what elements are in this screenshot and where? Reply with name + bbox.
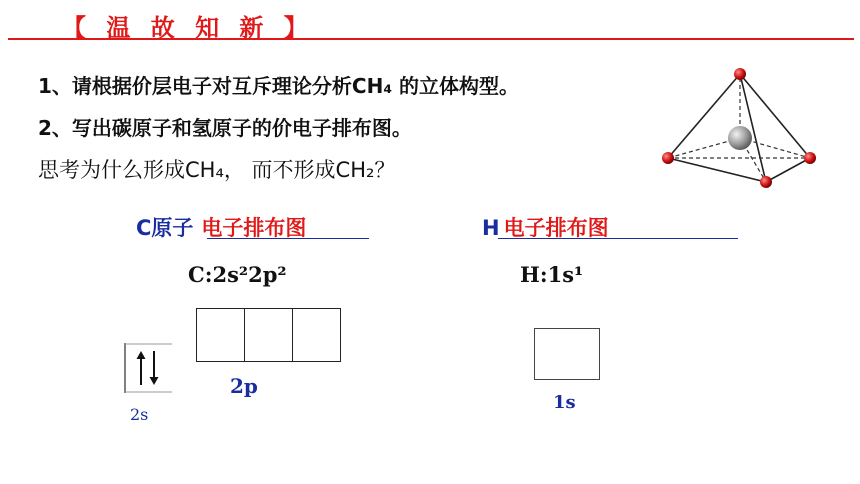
carbon-atom xyxy=(728,126,752,150)
orbital-2p-box xyxy=(293,309,340,361)
methane-tetrahedron-image xyxy=(654,62,826,198)
orbital-2s-up-arrow xyxy=(137,351,146,385)
hydrogen-label-underline xyxy=(498,238,738,239)
hydrogen-atom-front xyxy=(760,176,772,188)
orbital-2s-box xyxy=(124,343,172,393)
carbon-electron-config: C:2s²2p² xyxy=(188,262,287,287)
orbital-2s-down-arrow xyxy=(150,351,159,385)
carbon-label-underline xyxy=(207,238,369,239)
carbon-label-prefix: C原子 xyxy=(136,216,194,240)
orbital-2p-box xyxy=(197,309,245,361)
orbital-2p-label: 2p xyxy=(230,374,258,398)
carbon-label-red: 电子排布图 xyxy=(201,216,307,240)
hydrogen-label-prefix: H xyxy=(482,216,500,240)
orbital-2p-box xyxy=(245,309,293,361)
hydrogen-label-red: 电子排布图 xyxy=(503,216,609,240)
question-2: 2、写出碳原子和氢原子的价电子排布图。 xyxy=(38,116,412,140)
section-title: 【 温 故 知 新 】 xyxy=(62,14,314,42)
hydrogen-atom-right xyxy=(804,152,816,164)
title-underline xyxy=(8,38,854,40)
hydrogen-atom-left xyxy=(662,152,674,164)
question-3: 思考为什么形成CH₄， 而不形成CH₂？ xyxy=(38,158,396,182)
orbital-2p-boxes xyxy=(196,308,341,362)
orbital-1s-box xyxy=(534,328,600,380)
orbital-1s-label: 1s xyxy=(553,392,576,413)
orbital-2s-label: 2s xyxy=(130,405,149,424)
question-1: 1、请根据价层电子对互斥理论分析CH₄ 的立体构型。 xyxy=(38,74,520,98)
hydrogen-electron-config: H:1s¹ xyxy=(520,262,584,287)
hydrogen-atom-top xyxy=(734,68,746,80)
